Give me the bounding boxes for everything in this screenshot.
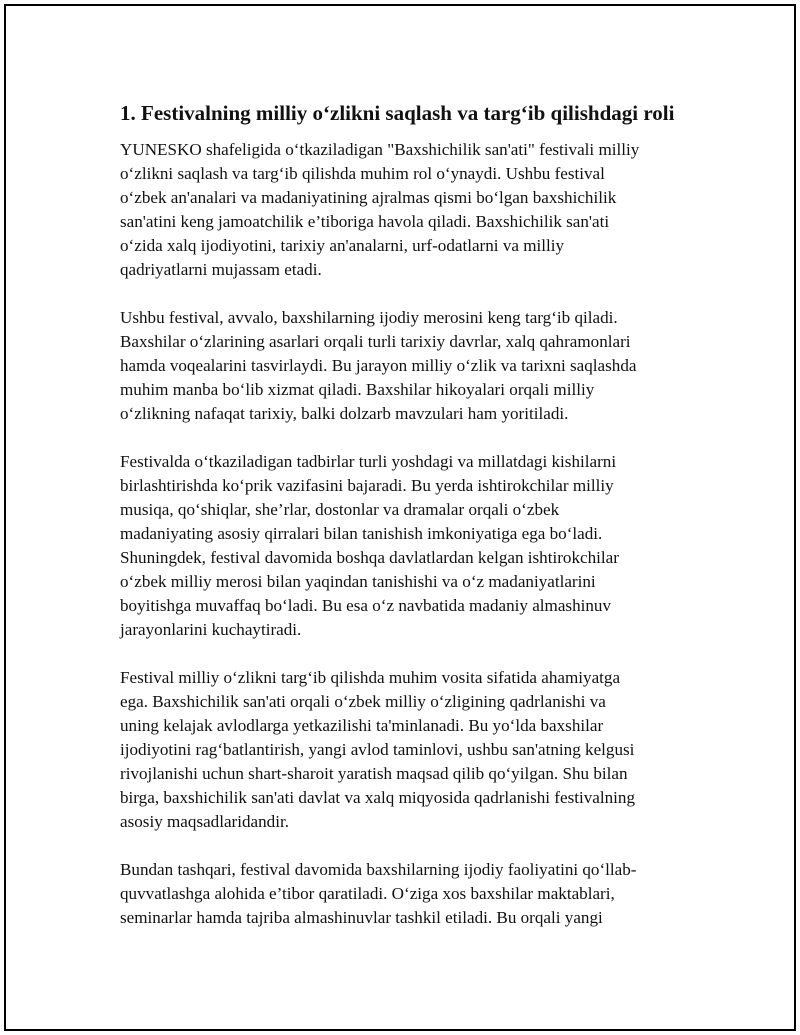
paragraph-line: seminarlar hamda tajriba almashinuvlar tashkil etiladi. Bu orqali yangi xyxy=(120,908,603,927)
paragraph xyxy=(120,138,700,282)
paragraph-line: ega. Baxshichilik san'ati orqali o‘zbek milliy o‘zligining qadrlanishi va xyxy=(120,692,606,711)
paragraph-line: Festival milliy o‘zlikni targ‘ib qilishda muhim vosita sifatida ahamiyatga xyxy=(120,668,621,687)
paragraph-line: Baxshilar o‘zlarining asarlari orqali turli tarixiy davrlar, xalq qahramonlari xyxy=(120,332,631,351)
paragraph-line: madaniyating asosiy qirralari bilan tanishish imkoniyatiga ega bo‘ladi. xyxy=(120,524,603,543)
paragraph-line: musiqa, qo‘shiqlar, she’rlar, dostonlar va dramalar orqali o‘zbek xyxy=(120,500,560,519)
paragraph-line: boyitishga muvaffaq bo‘ladi. Bu esa o‘z navbatida madaniy almashinuv xyxy=(120,596,612,615)
paragraph-line: YUNESKO shafeligida o‘tkaziladigan "Baxshichilik san'ati" festivali milliy xyxy=(120,140,640,159)
paragraph xyxy=(120,858,700,930)
paragraph-line: o‘zbek an'analari va madaniyatining ajralmas qismi bo‘lgan baxshichilik xyxy=(120,188,617,207)
paragraph-line: o‘zida xalq ijodiyotini, tarixiy an'analarni, urf-odatlarni va milliy xyxy=(120,236,565,255)
paragraph-line: Festivalda o‘tkaziladigan tadbirlar turli yoshdagi va millatdagi kishilarni xyxy=(120,452,617,471)
paragraph-list xyxy=(120,138,700,930)
section-title: 1. Festivalning milliy o‘zlikni saqlash va targ‘ib qilishdagi roli xyxy=(120,101,675,125)
page-border xyxy=(4,4,796,1031)
paragraph-line: ijodiyotini rag‘batlantirish, yangi avlod taminlovi, ushbu san'atning kelgusi xyxy=(120,740,635,759)
paragraph-line: jarayonlarini kuchaytiradi. xyxy=(120,620,302,639)
paragraph-line: o‘zlikning nafaqat tarixiy, balki dolzarb mavzulari ham yoritiladi. xyxy=(120,404,569,423)
paragraph-line: qadriyatlarni mujassam etadi. xyxy=(120,260,322,279)
paragraph-line: muhim manba bo‘lib xizmat qiladi. Baxshilar hikoyalari orqali milliy xyxy=(120,380,595,399)
paragraph-line: Bundan tashqari, festival davomida baxshilarning ijodiy faoliyatini qo‘llab- xyxy=(120,860,637,879)
paragraph-line: hamda voqealarini tasvirlaydi. Bu jarayon milliy o‘zlik va tarixni saqlashda xyxy=(120,356,637,375)
paragraph-line: rivojlanishi uchun shart-sharoit yaratish maqsad qilib qo‘yilgan. Shu bilan xyxy=(120,764,628,783)
paragraph-line: birga, baxshichilik san'ati davlat va xalq miqyosida qadrlanishi festivalning xyxy=(120,788,635,807)
paragraph-line: san'atini keng jamoatchilik e’tiboriga havola qiladi. Baxshichilik san'ati xyxy=(120,212,610,231)
paragraph-line: uning kelajak avlodlarga yetkazilishi ta'minlanadi. Bu yo‘lda baxshilar xyxy=(120,716,604,735)
paragraph-line: asosiy maqsadlaridandir. xyxy=(120,812,290,831)
paragraph-line: birlashtirishda ko‘prik vazifasini bajaradi. Bu yerda ishtirokchilar milliy xyxy=(120,476,614,495)
paragraph xyxy=(120,306,700,426)
paragraph-line: o‘zbek milliy merosi bilan yaqindan tanishishi va o‘z madaniyatlarini xyxy=(120,572,596,591)
paragraph-line: Shuningdek, festival davomida boshqa davlatlardan kelgan ishtirokchilar xyxy=(120,548,619,567)
paragraph-line: quvvatlashga alohida e’tibor qaratiladi. O‘ziga xos baxshilar maktablari, xyxy=(120,884,615,903)
paragraph-line: Ushbu festival, avvalo, baxshilarning ijodiy merosini keng targ‘ib qiladi. xyxy=(120,308,618,327)
paragraph xyxy=(120,450,700,642)
document-body xyxy=(120,98,700,954)
paragraph xyxy=(120,666,700,834)
paragraph-line: o‘zlikni saqlash va targ‘ib qilishda muhim rol o‘ynaydi. Ushbu festival xyxy=(120,164,605,183)
